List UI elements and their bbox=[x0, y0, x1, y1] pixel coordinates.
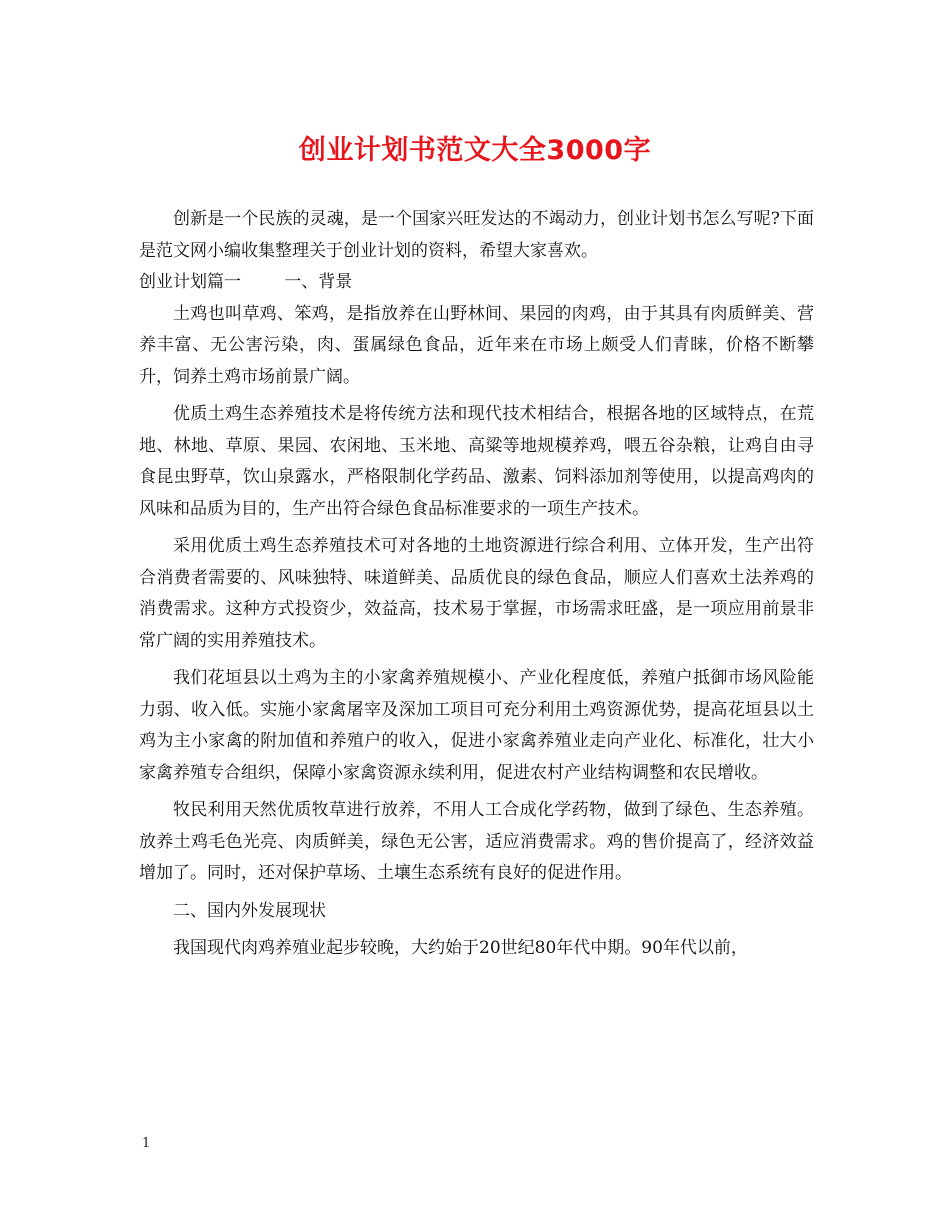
body-paragraph: 我们花垣县以土鸡为主的小家禽养殖规模小、产业化程度低，养殖户抵御市场风险能力弱、收入低。实施小家禽屠宰及深加工项目可充分利用土鸡资源优势，提高花垣县以土鸡为主小家禽的附加值和养殖户的收入，促进小家禽养殖业走向产业化、标准化，壮大小家禽养殖专合组织，保障小家禽资源永续利用，促进农村产业结构调整和农民增收。 bbox=[139, 668, 814, 783]
body-paragraph: 采用优质土鸡生态养殖技术可对各地的土地资源进行综合利用、立体开发，生产出符合消费者需要的、风味独特、味道鲜美、品质优良的绿色食品，顺应人们喜欢土法养鸡的消费需求。这种方式投资少，效益高，技术易于掌握，市场需求旺盛，是一项应用前景非常广阔的实用养殖技术。 bbox=[139, 536, 814, 651]
document-body bbox=[139, 204, 814, 965]
plan-part-label: 创业计划篇一 bbox=[139, 272, 241, 292]
intro-paragraph: 创新是一个民族的灵魂，是一个国家兴旺发达的不竭动力，创业计划书怎么写呢?下面是范文网小编收集整理关于创业计划的资料，希望大家喜欢。 bbox=[139, 209, 814, 261]
body-paragraph: 优质土鸡生态养殖技术是将传统方法和现代技术相结合，根据各地的区域特点，在荒地、林地、草原、果园、农闲地、玉米地、高粱等地规模养鸡，喂五谷杂粮，让鸡自由寻食昆虫野草，饮山泉露水，严格限制化学药品、激素、饲料添加剂等使用，以提高鸡肉的风味和品质为目的，生产出符合绿色食品标准要求的一项生产技术。 bbox=[139, 404, 814, 519]
document-title: 创业计划书范文大全3000字 bbox=[298, 135, 652, 166]
section-heading-background bbox=[139, 267, 814, 299]
background-heading: 一、背景 bbox=[284, 272, 353, 292]
body-paragraph: 我国现代肉鸡养殖业起步较晚，大约始于20世纪80年代中期。90年代以前， bbox=[173, 938, 748, 958]
section-heading-development-status: 二、国内外发展现状 bbox=[173, 900, 326, 921]
page-number: 1 bbox=[142, 1136, 151, 1151]
body-paragraph: 土鸡也叫草鸡、笨鸡，是指放养在山野林间、果园的肉鸡，由于其具有肉质鲜美、营养丰富、无公害污染，肉、蛋属绿色食品，近年来在市场上颇受人们青睐，价格不断攀升，饲养土鸡市场前景广阔。 bbox=[139, 303, 814, 387]
body-paragraph: 牧民利用天然优质牧草进行放养，不用人工合成化学药物，做到了绿色、生态养殖。放养土鸡毛色光亮、肉质鲜美，绿色无公害，适应消费需求。鸡的售价提高了，经济效益增加了。同时，还对保护草场、土壤生态系统有良好的促进作用。 bbox=[139, 800, 814, 883]
